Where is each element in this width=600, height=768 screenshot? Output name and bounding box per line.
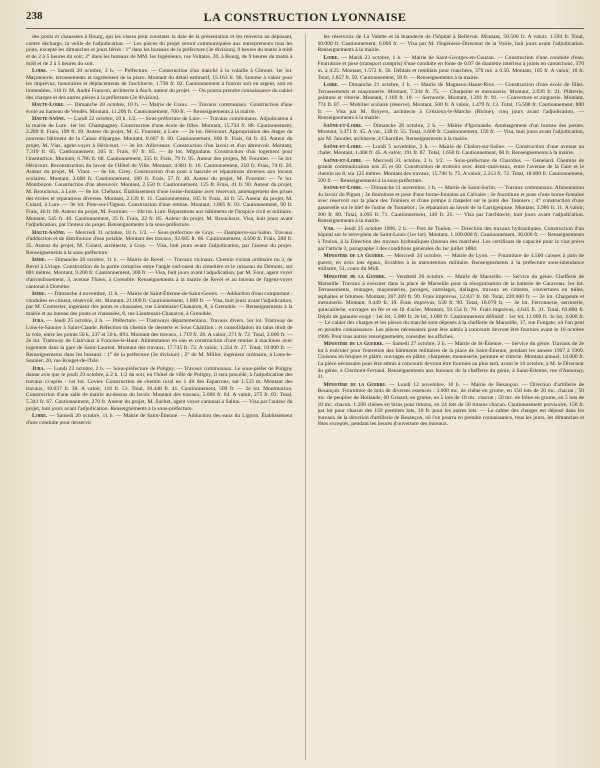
notice-paragraph: [318, 253, 585, 273]
notice-body: — Dimanche 28 octobre, 11 h. — Mairie de Revel. — Travaux vicinaux. Chemin vicinal ordinaire no 3, de Revel à Uriage. Construction de la partie comprise entre l'angle sud-ouest du cimetière et le ruisseau du Démons, sur 881 mètres. Montant, 9.200 fr. Cautionnement, 300 fr. — Visa, huit jours avant l'adjudication, par M. Four, agent voyer d'arrondissement, 3, avenue Thiers, à Grenoble. Renseignements à la mairie de Revel et au bureau de l'agent-voyer cantonal à Domène.: [26, 257, 293, 290]
notice-region: Ministère de la Guerre.: [323, 381, 387, 388]
notice-body: — Mercredi 24 octobre. — Mairie de Lyon. — Fourniture de 4.500 caisses à pain de guerre, en trois lots égaux, livrables à la manutention militaire. Renseignements à la préfecture sous-intendance militaire, 51, cours du Midi.: [317, 253, 584, 273]
notice-paragraph: [318, 123, 585, 143]
notice-body: — Dimanche 28 octobre, 10 h. — Mairie de Craux. — Travaux communaux. Construction d'une école au hameau de Vendès. Montant, 11.200 fr. Cautionnement, 700 fr. — Renseignements à la mairie.: [26, 102, 293, 115]
notice-paragraph: [26, 366, 293, 412]
notice-paragraph: [26, 116, 293, 229]
notice-body: les réservoirs de La Valette et la buanderie de l'hôpital à Bellevue. Montant, 58.506 fr. A valoir, 1.594 fr. Total, 60.000 fr. Cautionnement, 6.000 fr. — Visa par M. l'Ingénieur-Directeur de la Voirie, huit jours avant l'adjudication. Renseignements à la mairie.: [317, 34, 584, 54]
notice-paragraph: [318, 185, 585, 225]
notice-body: — Lundi 22 octobre, 2 h. — Sous-préfecture de Poligny. — Travaux communaux. Le sous-préfet de Poligny donne avis que le jeudi 29 octobre, à 2 h. 1/2 du soir, en l'hôtel de ville de Poligny, il sera procédé, à l'adjudication des travaux ci-après : 1er lot. Covier. Construction de chemin rural no 1 dit des Esparrons, sur 1.533 m. Montant des travaux, 10.037 fr. 38. A valoir, 116 fr. 53. Total, 10.448 fr. 41. Cautionnement, 500 fr. — 2e lot. Montmorion. Construction d'une salle de mairie au-dessus du lavoir. Montant des travaux, 5.066 fr. 64. A valoir, 275 fr. 03. Total, 5.341 fr. 67. Cautionnement, 270 fr. Auteur du projet, M. Suchet, agent voyer cantonal à Salins. — Visa par l'auteur du projet, huit jours avant l'adjudication. Renseignements à la sous-préfecture.: [26, 365, 293, 412]
notice-body: — Dimanche 4 novembre, 11 h. — Mairie de Saint-Étienne-de-Saint-Geoirs. — Adduction d'eau comportant : conduites en ciment, réservoir, etc. Montant, 21.000 fr. Cautionnement, 1.800 fr. — Visa, huit jours avant l'adjudication, par M. Coutterier, ingénieur des ponts et chaussées, rue Lieutenant-Chanaron, 8, à Grenoble. — Renseignements à la mairie et au bureau des ponts et chaussées, 8, rue Lieutenant-Chanaron, à Grenoble.: [26, 291, 293, 317]
column-divider: [305, 34, 306, 760]
notice-body: — Jeudi 25 octobre, 2 h. — Préfecture. — Tramways départementaux. Travaux divers. 1er lot. Tramway de Lons-le-Saunier à Saint-Claude. Réfection du chemin de desserte et Sous Châtillon ; et consolidation du talus droit de la voie, entre les points 50 k. 337 et 50 k. 893. Montant des travaux, 1.719 fr. 28. A valoir, 271 fr. 72. Total, 2.000 fr. — 2e lot. Tramway de Clairvaux à Foncine-le-Haut. Alimentation en eau et construction d'une remise à machines avec logement dans la gare de Saint-Laurent. Montant des travaux, 17.745 fr. 73. A valoir, 1.254 fr. 27. Total, 19.000 fr. — Renseignements dans les bureaux : 1° de la préfecture (2e division) ; 2° de M. Millot, ingénieur ordinaire, à Lons-le-Saunier, 20, rue Rouget-de-l'Isle.: [26, 318, 293, 365]
notice-paragraph: [318, 34, 585, 54]
notice-paragraph: [26, 34, 293, 67]
notice-body: — Mardi 23 octobre, 1 h. — Mairie de Saint-Georges-en-Couzan. — Construction d'une conduite d'eau. Fourniture et pose (transport compris) d'une conduite en fonte de 0.07 de diamètre intérieur à joints en caoutchouc, 370 m. à 4.25. Montant, 1.572 fr. 50. Déblais et remblais pour tranchées, 370 mè. à 0.50. Montant, 185 fr. A valoir, 10 fr. Total, 1.857 fr. 50. Cautionnement, 50 fr. — Renseignements à la mairie.: [317, 54, 584, 81]
page-header: [26, 10, 584, 29]
notice-body: — Mercredi 31 octobre, 10 h. 1/2. — Sous-préfecture de Gray. — Dampierre-sur-Salon. Travaux d'adduction et de distribution d'eau potable. Montant des travaux, 92.685 fr. 66. Cautionnement, 4.600 fr. Frais, 288 fr. 35. Auteur du projet, M. Colard, architecte, à Gray. — Visa, huit jours avant l'adjudication, par l'auteur du projet. Renseignements à la sous-préfecture.: [26, 229, 293, 256]
notice-region: Loire.: [32, 413, 48, 420]
notice-region: Jura.: [32, 318, 45, 325]
text-columns: [26, 34, 584, 760]
notice-body: — Dimanche 21 octobre, 1 h. — Mairie de Magneux-Haute-Rive. — Construction d'une école de filles. Terrassements et maçonnerie. Montant, 7.344 fr. 75. — Charpente et menuiserie. Montant, 2.036 fr. 21. Plâtrerie, peinture et vitrerie. Montant, 1.109 fr. 10. — Serrurerie. Montant, 1.391 fr. 91. — Couverture et zinguerie. Montant, 774 fr. 87. — Mobilier scolaire (réserve). Montant, 500 fr. A valoir, 1.479 fr. 13. Total, 15.500 fr. Cautionnement, 800 fr. — Visa par M. Broyers, architecte à Grézieux-le-Marché (Rhône), cinq jours avant l'adjudication. — Renseignements à la mairie.: [317, 82, 584, 122]
notice-paragraph: [26, 291, 293, 318]
notice-region: Saône-et-Loire.: [323, 122, 363, 129]
notice-body: — Jeudi 25 octobre 1906, 2 h. — Port de Toulon. — Direction des travaux hydrauliques. Construction d'un hôpital sur le terre-plein de Saint-Louis (1er lot). Montant, 1.100.000 fr. Cautionnement, 36.000 fr. — Renseignements à Toulon, à la Direction des travaux hydrauliques (bureau des marchés). Les certificats de capacité pour la visa prévu par l'article 3, paragraphe 3 des conditions générales du 1er juillet 1884.: [317, 225, 584, 252]
notice-region: Haute-Saône.: [32, 116, 66, 123]
notice-paragraph: [26, 102, 293, 115]
right-column: [318, 34, 585, 760]
notice-body: — Dimanche 11 novembre, 1 h. — Mairie de Saint-Sorlin. — Travaux communaux. Alimentation du lavoir du Pignet ; 3e fourniture et pose d'une borne-fontaine au Calvaire ; 3e fourniture et pose d'une borne-fontaine avec réservoir sur la place des Tonniers et d'une pompe à chapelet sur le puits des Tonniers ; 4° construction d'une passerelle sur le bief de l'usine de Tonnebot ; 5e réparation au lavoir de la Carrigenpuse. Montant, 3.986 fr. 11. A valoir, 200 fr. 80. Total, 4.095 fr. 71. Cautionnement, 140 fr. 25. — Visa par l'architecte, huit jours avant l'adjudication. Renseignements à la mairie.: [317, 185, 584, 225]
notice-region: Var.: [323, 225, 335, 232]
notice-paragraph: [318, 341, 585, 381]
notice-region: Saône-et-Loire.: [323, 143, 363, 150]
notice-paragraph: [26, 413, 293, 426]
notice-body: — Lundi 22 octobre, 10 h. 1/2. — Sous-préfecture de Lure. — Travaux communaux. Adjudication à la mairie de Lure. 1er lot. Champagney. Construction d'une école de filles. Montant, 15.734 fr. 88. Cautionnement, 2.280 fr. Frais, 198 fr. 10. Auteur du projet, M. G. Fournier, à Lure. — 2e lot. Héricourt. Appropriation des étages du nouveau bâtiment de la Caisse d'épargne. Montant, 8.667 fr. 60. Cautionnement, 800 fr. Frais, 64 fr. 63. Auteur du projet, M. Vias, agent-voyer à Héricourt. — 3e lot. Ailleveaux. Construction d'un lavoir et d'un abreuvoir. Montant, 7.319 fr. 05. Cautionnement, 365 fr. Frais, 67 fr. 85. — 4e lot. Mignafans. Construction d'un logement pour l'institutrice. Montant, 6.786 fr. 68. Cautionnement, 335 fr. Frais, 79 fr. 95. Auteur des projets, M. Fournier. — 5e lot. Héricourt. Reconstruction du lavoir de l'Hôtel de Ville. Montant, 4.981 fr. 16. Cautionnement, 250 fr. Frais, 74 fr. 20. Auteur du projet, M. Vinot. — 6e lot. Cirey. Construction d'un pont à bascule et réparations diverses aux locaux scolaires. Montant, 3.668 fr. Cautionnement, 180 fr. Frais, 57 fr. 40. Auteur du projet, M. Fournier. — 7e lot. Montbozon. Construction d'un abreuvoir. Montant, 2.550 fr. Cautionnement, 125 fr. Frais, 41 fr. 90. Auteur du projet, M. Brouchoux, à Lure. — 8e lot. Chéhaux. Établissement d'une borne-fontaine avec réservoir, aménagement des prises des écoles et réparations diverses. Montant, 2.139 fr. 11. Cautionnement, 105 fr. Frais, 44 fr. 55. Auteur du projet, M. Colard, à Lure. — 9e lot. Pont-sur-l'Ognon. Construction d'une remise. Montant, 1.805 fr. 03. Cautionnement, 90 fr. Frais, 46 fr. 80. Auteur du projet, M. Fournier. — 10e lot. Lure. Réparations aux bâtiments de l'hospice civil et militaire. Montant, 545 fr. 40. Cautionnement, 25 fr. Frais, 22 fr. 85. Auteur du projet, M. Brouchoux. Visa, huit jours avant l'adjudication, par l'auteur du projet. Renseignements à la sous-préfecture.: [26, 116, 293, 229]
notice-body: — Lundi 12 novembre, 10 h. — Mairie de Besançon. — Direction d'artillerie de Besançon. Fourniture de bois de diverses essences : 3.000 mc. de chêne en grume, en 150 lots de 20 mc. chacun ; 50 mc. de peuplier de Hollande, 60 Grisard, en grume, en 5 lots de 10 mc. chacun ; 50 mc. de frêne en grume, en 5 lots de 10 mc. chacun. 1.200 chênes en brins pour timons, en 24 lots de 50 timons chacun. Cautionnement provisoire, 150 fr. par lot pour chacun des 150 premiers lots, 10 fr. pour les autres lots. — Le cahier des charges est déposé dans les bureaux de la direction d'artillerie de Besançon, où l'on pourra en prendre connaissance, tous les jours, les dimanches et fêtes exceptés, pendant les heures d'ouverture des bureaux.: [317, 381, 584, 428]
notice-region: Loire.: [32, 68, 48, 75]
notice-region: Loire.: [323, 82, 339, 89]
notice-paragraph: [318, 144, 585, 157]
notice-paragraph: [26, 230, 293, 257]
notice-region: Jura.: [32, 365, 45, 372]
notice-region: Saône-et-Loire.: [323, 185, 363, 192]
notice-paragraph: [318, 158, 585, 185]
notice-region: Loire.: [323, 54, 339, 61]
notice-body: — Mercredi 31 octobre, 2 h. 1/2. — Sous-préfecture de Charolles. — Génelard. Chemins de grande communication nos 25 et 60. Construction de trottoirs avec demi-caniveaux, entre l'avenue de la Gare et le chemin no 8, sur 125 mètres. Montant des travaux, 15.746 fr. 75. A valoir, 2.253 fr. 72. Total, 18.000 fr. Cautionnement, 500 fr. — Renseignements à la sous-préfecture.: [317, 157, 584, 184]
notice-body: des ponts et chaussées à Bourg, qui les visera pour constater la date de la présentation et les renverra au déposant, contre décharge, la veille de l'adjudication. — Les pièces du projet seront communiquées aux entrepreneurs tous les jours, excepté les dimanches et jours fériés : 1° dans les bureaux de la préfecture (3e division), 9 heures du matin à midi et de 2 à 5 heures du soir; 2° dans les bureaux de MM. les Ingénieurs, rue Voltaire, 20, à Bourg, de 9 heures du matin à midi et de 2 à 5 heures du soir.: [26, 34, 293, 67]
page-number: 238: [26, 10, 43, 22]
notice-body: — Samedi 20 octobre, 2 h. — Préfecture. — Construction d'un marché à la volaille à Gimont. 1er lot. Maçonnerie, terrassements et ragréement de la place. Montant du détail estimatif, 15.163 fr. 98. Somme à valoir pour les imprévus, honoraires et déplacements de l'architecte, 1.736 fr. 02. Cautionnement à fournir soit en argent, soit en immeubles, 310 fr. M. André Francon, architecte à Auch, auteur du projet. — On pourra prendre connaissance du cahier des charges et des autres pièces à la préfecture (2e division).: [26, 68, 293, 101]
notice-region: Haute-Saône.: [32, 229, 66, 236]
notice-paragraph: [318, 382, 585, 428]
notice-paragraph: [318, 82, 585, 122]
notice-region: Ministère de la Guerre.: [323, 273, 386, 280]
notice-paragraph: [318, 226, 585, 253]
notice-region: Saône-et-Loire.: [323, 157, 363, 164]
notice-paragraph: [318, 274, 585, 340]
notice-body: — Vendredi 26 octobre. — Mairie de Marseille. — Service du génie. Chefferie de Marseille. Travaux à exécuter dans la place de Marseille pour la réorganisation de la batterie de Caraveau. 1er lot. Terrassements, routages, maçonneries, pavages, carrelages, dallages, travaux en ciments, couvertures en tuiles, asphaltes et bitumes. Montant, 207.269 fr. 90. Frais imprévus, 12.837 fr. 60. Total, 220.000 fr. — 2e lot. Charpente et menuiserie. Montant, 9.449 fr. 10. Frais imprévus, 630 fr. 90. Total, 10.070 fr. — 3e lot. Ferronnerie, serrurerie, quincaillerie, ouvrages en fer et en fil d'acier. Montant, 59.154 fr. 70. Frais imprévus, 4.645 fr. 31. Total, 63.800 fr. Dépôt de garantie exigé : 1er lot, 5.000 fr. 2e lot, 1.000 fr. Cautionnement définitif : 1er lot, 11.000 fr. 3e lot, 4.000 fr. — Le cahier des charges et les pièces du marché sont déposés à la chefferie de Marseille, 17, rue Fongate, où l'on peut en prendre connaissance. Les pièces nécessaires pour être admis à concourir devront être fournies avant le 16 octobre 1906. Pour tous autres renseignements, consulter les affiches.: [317, 273, 584, 340]
notice-region: Ministère de la Guerre.: [323, 341, 384, 348]
notice-body: — Samedi 20 octobre, 11 h. — Mairie de Saint-Étienne. — Adduction des eaux du Lignon. Établissement d'une conduite pour desservir: [26, 413, 293, 426]
notice-paragraph: [26, 318, 293, 364]
notice-region: Ministère de la Guerre.: [323, 253, 385, 260]
journal-title: LA CONSTRUCTION LYONNAISE: [203, 10, 407, 24]
notice-region: Haute-Loire.: [32, 102, 65, 109]
left-column: [26, 34, 293, 760]
notice-region: Isère.: [32, 257, 46, 264]
notice-region: Isère.: [32, 291, 46, 298]
notice-body: — Dimanche 28 octobre, 2 h. — Mairie d'Igornande. Aménagement d'un bureau des postes. Montant, 3.471 fr. 45. A val., 128 fr. 55. Total, 3.600 fr. Cautionnement, 150 fr. — Visa, huit jours avant l'adjudication, par M. Janotier, architecte, à Charolles. Renseignements à la mairie.: [317, 122, 584, 143]
notice-body: — Samedi 27 octobre, 2 h. — Mairie de St-Étienne. — Service du génie. Travaux de 2e lot à exécuter pour l'entretien des bâtiments militaires de la place de Saint-Étienne, pendant les années 1907 à 1909. Cloisons en briques et plâtre, ouvrages en plâtre, charpente, menuiserie, peinture et vitrerie. Montant annuel, 14.000 fr. La pièce nécessaire pour être admis à concourir devront être fournies au plus tard, avant le 10 octobre, à M. le Directeur du génie, à Clermont-Ferrand. Renseignements aux bureaux de la chefferie du génie, à Saint-Étienne, rue d'Annonay, 31.: [317, 341, 584, 381]
notice-paragraph: [318, 55, 585, 82]
notice-paragraph: [26, 68, 293, 101]
notice-body: — Lundi 5 novembre, 2 h. — Mairie de Chalon-sur-Saône. — Construction d'une avenue au chalet. Montant, 1.468 fr. 45. A valoir, 191 fr. 87. Total, 1.650 fr. Cautionnement, 60 fr. Renseignements à la mairie.: [317, 143, 584, 157]
notice-paragraph: [26, 257, 293, 290]
